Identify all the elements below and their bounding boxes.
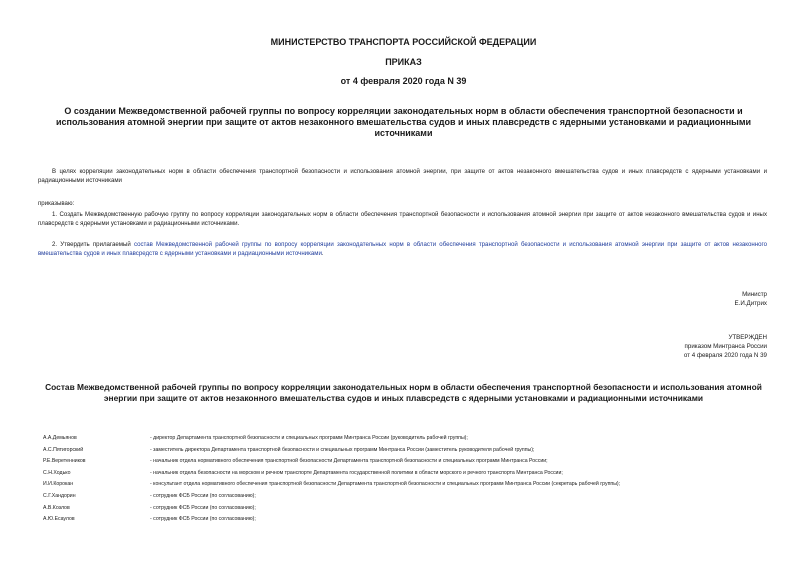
member-name: А.Ю.Есаулов (43, 516, 75, 523)
order-word: приказываю: (38, 200, 75, 207)
item-1-paragraph: 1. Создать Межведомственную рабочую группу по вопросу корреляции законодательных норм в области обеспечения транспортной безопасности и использования атомной энергии при защите от актов незаконного вмешательства судов и иных плавсредств с ядерными установками и радиационными источниками. (38, 211, 767, 227)
ministry-heading: МИНИСТЕРСТВО ТРАНСПОРТА РОССИЙСКОЙ ФЕДЕРАЦИИ (270, 37, 537, 47)
composition-title: Состав Межведомственной рабочей группы по вопросу корреляции законодательных норм в области обеспечения транспортной безопасности и использования атомной энергии при защите от актов незаконного вмешательства судов и иных плавсредств с ядерными установками и радиационными источниками (45, 382, 762, 403)
member-role: - начальник отдела безопасности на морском и речном транспорте Департамента государственной политики в области морского и речного транспорта Минтранса России; (150, 469, 563, 476)
signature-block (735, 290, 767, 308)
approval-line-3: от 4 февраля 2020 года N 39 (683, 352, 767, 359)
member-role: - сотрудник ФСБ России (по согласованию); (150, 493, 256, 499)
approval-line-1: УТВЕРЖДЕН (728, 334, 767, 341)
member-name: А.А.Демьянов (43, 435, 77, 441)
member-role: - заместитель директора Департамента транспортной безопасности и специальных программ Минтранса России (заместитель руководителя рабочей группы); (150, 446, 535, 453)
approval-line-2: приказом Минтранса России (684, 343, 767, 350)
member-role: - консультант отдела нормативного обеспечения транспортной безопасности Департамента транспортной безопасности и специальных программ Минтранса России (секретарь рабочей группы); (150, 481, 621, 488)
item-2-suffix: . (321, 250, 324, 257)
member-name: С.Г.Хандорин (43, 493, 76, 499)
member-name: А.В.Козлов (43, 504, 70, 511)
member-role: - начальник отдела нормативного обеспечения транспортной безопасности Департамента транспортной безопасности и специальных программ Минтранса России; (150, 458, 548, 465)
composition-link[interactable]: состав Межведомственной рабочей группы по вопросу корреляции законодательных норм в области обеспечения транспортной безопасности и использования атомной энергии при защите от актов незаконного вмешательства судов и иных плавсредств с ядерными установками и радиационными источниками (38, 241, 767, 257)
member-role: - сотрудник ФСБ России (по согласованию); (150, 504, 256, 511)
signature-position: Министр (742, 291, 767, 298)
order-title: О создании Межведомственной рабочей группы по вопросу корреляции законодательных норм в области обеспечения транспортной безопасности и использования атомной энергии при защите от актов незаконного вмешательства судов и иных плавсредств с ядерными установками и радиационными источниками (55, 106, 752, 138)
doc-type-heading: ПРИКАЗ (385, 57, 422, 67)
member-name: А.С.Пятигорский (43, 446, 84, 453)
signature-name: Е.И.Дитрих (734, 300, 767, 307)
item-2-paragraph (38, 240, 767, 258)
member-name: С.Н.Ходько (43, 469, 71, 476)
member-role: - директор Департамента транспортной безопасности и специальных программ Минтранса России (руководитель рабочей группы); (150, 435, 468, 441)
member-name: И.И.Корокан (43, 481, 74, 488)
doc-date-number: от 4 февраля 2020 года N 39 (340, 76, 467, 86)
item-2-prefix: 2. Утвердить прилагаемый (52, 241, 134, 248)
member-name: Р.Е.Веретенников (43, 458, 86, 465)
approval-block (684, 333, 767, 360)
member-role: - сотрудник ФСБ России (по согласованию); (150, 516, 256, 523)
preamble-paragraph: В целях корреляции законодательных норм в области обеспечения транспортной безопасности и использования атомной энергии, при защите от актов незаконного вмешательства судов и иных плавсредств с ядерными установками и радиационными источниками (38, 168, 767, 184)
